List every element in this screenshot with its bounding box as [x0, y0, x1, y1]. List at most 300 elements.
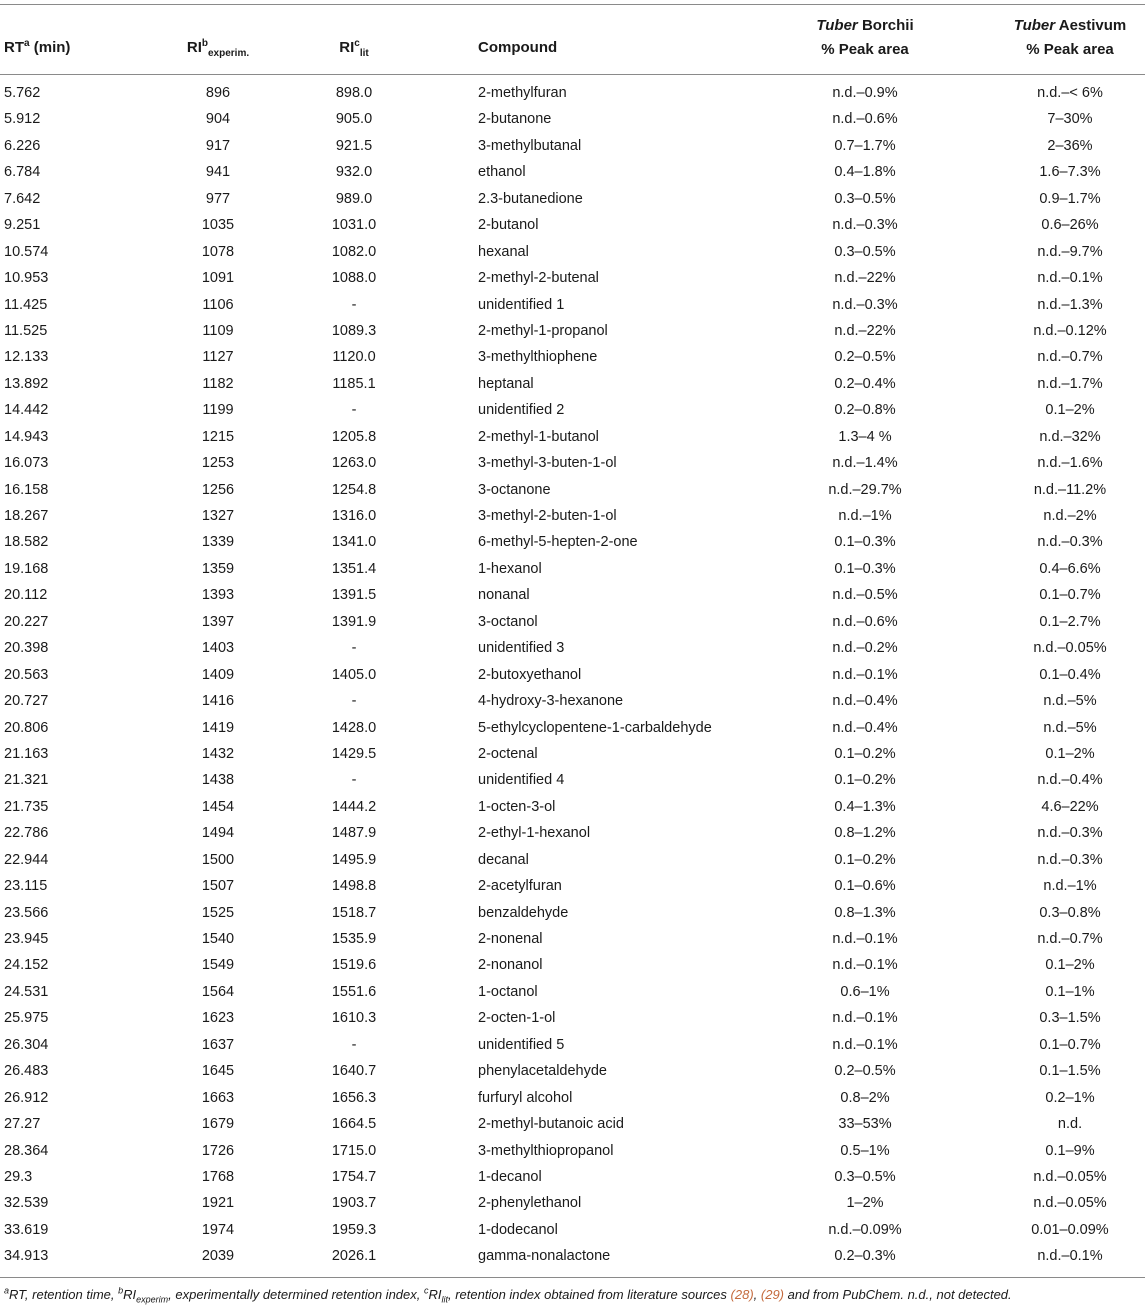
table-row [0, 425, 1145, 451]
cell-ri-experimental: 1419 [201, 719, 235, 736]
cell-ri-literature: 1031.0 [331, 217, 377, 234]
cell-tuber-borchii: 0.8–2% [840, 1089, 890, 1106]
cell-ri-literature: 1903.7 [331, 1195, 377, 1212]
cell-tuber-aestivum: n.d. [1057, 1116, 1083, 1133]
cell-tuber-borchii: 0.1–0.2% [834, 745, 896, 762]
cell-compound: 2-octen-1-ol [478, 1010, 556, 1027]
cell-tuber-borchii: n.d.–0.2% [832, 640, 898, 657]
cell-tuber-aestivum: n.d.–0.05% [1033, 1195, 1107, 1212]
cell-tuber-aestivum: n.d.–0.1% [1037, 1248, 1103, 1265]
cell-ri-literature: 1088.0 [331, 270, 377, 287]
cell-rt: 5.762 [4, 85, 41, 101]
cell-compound: 4-hydroxy-3-hexanone [478, 693, 624, 710]
table-row [0, 1033, 1145, 1059]
cell-ri-literature: 1656.3 [331, 1089, 377, 1106]
cell-compound: 2-butoxyethanol [478, 666, 582, 683]
cell-compound: unidentified 3 [478, 640, 565, 657]
cell-rt: 6.784 [4, 164, 41, 181]
cell-compound: 1-octen-3-ol [478, 798, 556, 815]
cell-tuber-borchii: 1–2% [846, 1195, 884, 1212]
cell-ri-experimental: 1256 [201, 481, 235, 498]
cell-rt: 21.735 [4, 798, 49, 815]
cell-compound: 3-octanol [478, 613, 538, 630]
cell-compound: 1-decanol [478, 1168, 542, 1185]
cell-tuber-aestivum: 0.01–0.09% [1031, 1221, 1109, 1238]
cell-tuber-aestivum: n.d.–5% [1043, 719, 1097, 736]
header-tuber-borchii: Tuber Borchii % Peak area [816, 17, 914, 58]
table-row [0, 1165, 1145, 1191]
cell-tuber-aestivum: n.d.–2% [1043, 508, 1097, 524]
table-row [0, 187, 1145, 213]
cell-tuber-borchii: n.d.–22% [834, 322, 896, 339]
table-row [0, 821, 1145, 847]
cell-tuber-borchii: 1.3–4 % [838, 428, 892, 445]
cell-compound: heptanal [478, 375, 534, 392]
cell-compound: 2-methyl-2-butenal [478, 270, 599, 287]
cell-tuber-aestivum: 0.6–26% [1041, 217, 1099, 234]
cell-tuber-borchii: n.d.–1.4% [832, 455, 898, 472]
cell-tuber-borchii: n.d.–0.1% [832, 957, 898, 974]
header-ri-literature: $RI^c_{lit}$ [339, 38, 369, 59]
table-body [0, 81, 1145, 1271]
cell-rt: 24.531 [4, 983, 49, 1000]
header-rt: $RT^a$ (min) [4, 38, 71, 56]
table-row [0, 927, 1145, 953]
cell-compound: 1-dodecanol [478, 1221, 558, 1238]
cell-ri-experimental: 1507 [201, 878, 235, 895]
cell-tuber-borchii: 0.8–1.3% [834, 904, 896, 921]
table-row [0, 81, 1145, 107]
cell-ri-experimental: 1403 [201, 640, 235, 657]
cell-ri-literature: 1610.3 [331, 1010, 377, 1027]
cell-compound: 2-phenylethanol [478, 1195, 582, 1212]
cell-rt: 24.152 [4, 957, 49, 974]
cell-ri-experimental: 1215 [201, 428, 235, 445]
cell-rt: 18.582 [4, 534, 49, 551]
table-row [0, 583, 1145, 609]
table-row [0, 1244, 1145, 1270]
table-row [0, 768, 1145, 794]
table-row [0, 478, 1145, 504]
cell-compound: unidentified 5 [478, 1036, 565, 1053]
table-row [0, 1191, 1145, 1217]
cell-rt: 23.945 [4, 931, 49, 947]
cell-rt: 16.158 [4, 481, 49, 498]
cell-rt: 28.364 [4, 1142, 49, 1159]
cell-rt: 20.227 [4, 613, 49, 630]
cell-ri-literature: 905.0 [335, 111, 373, 128]
cell-rt: 33.619 [4, 1221, 49, 1238]
cell-tuber-borchii: 0.2–0.5% [834, 349, 896, 366]
cell-tuber-aestivum: 0.1–1% [1045, 983, 1095, 1000]
cell-ri-experimental: 1091 [201, 270, 235, 287]
table-row [0, 557, 1145, 583]
cell-rt: 26.304 [4, 1036, 49, 1053]
cell-ri-literature: 1391.9 [331, 613, 377, 630]
cell-rt: 20.398 [4, 640, 49, 657]
cell-ri-experimental: 904 [205, 111, 231, 128]
cell-ri-literature: 1082.0 [331, 243, 377, 260]
cell-rt: 18.267 [4, 508, 49, 524]
cell-tuber-aestivum: n.d.–0.05% [1033, 1168, 1107, 1185]
cell-ri-literature: - [351, 772, 357, 789]
table-row [0, 319, 1145, 345]
cell-ri-literature: - [351, 402, 357, 419]
cell-tuber-borchii: 0.1–0.6% [834, 878, 896, 895]
cell-rt: 6.226 [4, 137, 41, 154]
cell-ri-literature: 1185.1 [332, 375, 376, 392]
cell-tuber-aestivum: n.d.–0.3% [1037, 851, 1103, 868]
table-row [0, 663, 1145, 689]
cell-ri-experimental: 1623 [201, 1010, 235, 1027]
cell-compound: 1-hexanol [478, 560, 542, 577]
table-row [0, 636, 1145, 662]
cell-tuber-borchii: n.d.–0.4% [832, 693, 898, 710]
cell-tuber-borchii: n.d.–0.09% [828, 1221, 902, 1238]
cell-ri-literature: 1316.0 [331, 508, 377, 524]
cell-compound: 2.3-butanedione [478, 190, 583, 207]
cell-tuber-borchii: 0.6–1% [840, 983, 890, 1000]
table-footnote: $^a$RT, retention time, $^bRI_{experim}$, experimentally determined retention index, $^cRI_{lit}$, retention index obtained from literature sources (28), (29) and from PubChem. n.d., not detected. [4, 1285, 1012, 1305]
cell-tuber-aestivum: 0.1–2% [1045, 745, 1095, 762]
cell-ri-literature: 1518.7 [331, 904, 377, 921]
cell-ri-literature: 1254.8 [331, 481, 377, 498]
cell-ri-experimental: 1438 [201, 772, 235, 789]
cell-ri-experimental: 1974 [201, 1221, 235, 1238]
cell-rt: 26.912 [4, 1089, 49, 1106]
cell-tuber-borchii: n.d.–0.3% [832, 296, 898, 313]
cell-tuber-aestivum: n.d.–11.2% [1033, 481, 1107, 498]
cell-compound: 2-nonanol [478, 957, 543, 974]
cell-rt: 27.27 [4, 1116, 41, 1133]
cell-compound: 2-butanol [478, 217, 539, 234]
cell-compound: 2-butanone [478, 111, 552, 128]
cell-ri-literature: 1498.8 [331, 878, 377, 895]
cell-ri-literature: 1487.9 [331, 825, 377, 842]
cell-ri-literature: 1640.7 [331, 1063, 377, 1080]
cell-ri-experimental: 1726 [201, 1142, 235, 1159]
cell-tuber-aestivum: 0.1–0.4% [1039, 666, 1101, 683]
cell-compound: 3-methylthiophene [478, 349, 598, 366]
cell-compound: furfuryl alcohol [478, 1089, 573, 1106]
cell-ri-experimental: 1549 [201, 957, 235, 974]
cell-rt: 13.892 [4, 375, 49, 392]
header-compound: Compound [478, 39, 558, 56]
cell-rt: 32.539 [4, 1195, 49, 1212]
cell-tuber-aestivum: n.d.–5% [1043, 693, 1097, 710]
table-row [0, 1218, 1145, 1244]
cell-compound: ethanol [478, 164, 526, 181]
cell-rt: 25.975 [4, 1010, 49, 1027]
cell-ri-experimental: 917 [205, 137, 231, 154]
cell-tuber-aestivum: 0.4–6.6% [1039, 560, 1101, 577]
cell-rt: 23.115 [4, 878, 48, 895]
cell-tuber-borchii: 0.3–0.5% [834, 243, 896, 260]
header-tuber-aestivum: Tuber Aestivum % Peak area [1013, 17, 1127, 58]
cell-rt: 19.168 [4, 560, 49, 577]
cell-compound: hexanal [478, 243, 529, 260]
cell-ri-literature: - [351, 1036, 357, 1053]
cell-ri-literature: 1715.0 [331, 1142, 377, 1159]
cell-tuber-borchii: n.d.–1% [838, 508, 892, 524]
cell-tuber-aestivum: 0.1–0.7% [1039, 1036, 1101, 1053]
table-header-rule [0, 74, 1145, 75]
cell-compound: benzaldehyde [478, 904, 569, 921]
cell-compound: 2-methylfuran [478, 85, 567, 101]
cell-tuber-aestivum: n.d.–1.6% [1037, 455, 1103, 472]
cell-tuber-aestivum: 0.1–2% [1045, 402, 1095, 419]
cell-rt: 29.3 [4, 1168, 33, 1185]
cell-compound: 3-octanone [478, 481, 551, 498]
reference-link-28[interactable]: (28) [730, 1287, 754, 1302]
reference-link-29[interactable]: (29) [760, 1287, 785, 1302]
table-row [0, 451, 1145, 477]
cell-compound: 2-octenal [478, 745, 538, 762]
table-row [0, 372, 1145, 398]
cell-tuber-aestivum: 0.3–1.5% [1039, 1010, 1101, 1027]
cell-ri-experimental: 941 [205, 164, 231, 181]
cell-tuber-aestivum: n.d.–32% [1039, 428, 1101, 445]
cell-ri-literature: 1341.0 [331, 534, 377, 551]
cell-rt: 14.442 [4, 402, 49, 419]
cell-tuber-borchii: n.d.–0.9% [832, 85, 898, 101]
cell-ri-experimental: 1109 [202, 322, 234, 339]
cell-ri-experimental: 1359 [201, 560, 235, 577]
cell-ri-experimental: 1540 [201, 931, 235, 947]
cell-ri-literature: 2026.1 [331, 1248, 377, 1265]
cell-ri-experimental: 1768 [201, 1168, 235, 1185]
cell-tuber-aestivum: n.d.–0.7% [1037, 931, 1103, 947]
cell-rt: 20.806 [4, 719, 49, 736]
cell-tuber-borchii: 0.8–1.2% [834, 825, 896, 842]
cell-tuber-aestivum: n.d.–0.4% [1037, 772, 1103, 789]
cell-tuber-aestivum: 1.6–7.3% [1039, 164, 1101, 181]
cell-tuber-borchii: n.d.–0.6% [832, 111, 898, 128]
cell-tuber-borchii: n.d.–0.4% [832, 719, 898, 736]
cell-compound: 5-ethylcyclopentene-1-carbaldehyde [478, 719, 712, 736]
cell-ri-literature: 989.0 [335, 190, 373, 207]
cell-tuber-borchii: 0.2–0.5% [834, 1063, 896, 1080]
table-bottom-rule [0, 1277, 1145, 1278]
table-row [0, 1059, 1145, 1085]
cell-tuber-aestivum: 0.9–1.7% [1039, 190, 1101, 207]
table-row [0, 1112, 1145, 1138]
cell-compound: unidentified 2 [478, 402, 565, 419]
cell-compound: phenylacetaldehyde [478, 1063, 607, 1080]
cell-rt: 10.574 [4, 243, 49, 260]
table-row [0, 716, 1145, 742]
cell-compound: 3-methyl-2-buten-1-ol [478, 508, 617, 524]
cell-compound: 3-methylthiopropanol [478, 1142, 614, 1159]
cell-ri-literature: 1551.6 [331, 983, 377, 1000]
cell-rt: 20.727 [4, 693, 49, 710]
cell-compound: decanal [478, 851, 529, 868]
cell-ri-experimental: 1454 [201, 798, 235, 815]
cell-tuber-borchii: 0.2–0.3% [834, 1248, 896, 1265]
cell-ri-literature: 932.0 [335, 164, 373, 181]
cell-tuber-borchii: n.d.–0.6% [832, 613, 898, 630]
cell-tuber-aestivum: 4.6–22% [1041, 798, 1099, 815]
cell-ri-experimental: 1253 [201, 455, 235, 472]
cell-tuber-borchii: 0.1–0.2% [834, 851, 896, 868]
cell-tuber-borchii: 0.1–0.3% [834, 534, 896, 551]
cell-ri-experimental: 2039 [201, 1248, 235, 1265]
table-row [0, 1086, 1145, 1112]
cell-ri-literature: 1405.0 [331, 666, 377, 683]
cell-tuber-aestivum: n.d.–1.3% [1037, 296, 1103, 313]
cell-tuber-borchii: 0.7–1.7% [834, 137, 896, 154]
table-row [0, 742, 1145, 768]
cell-rt: 22.944 [4, 851, 49, 868]
cell-tuber-aestivum: n.d.–0.05% [1033, 640, 1107, 657]
cell-tuber-aestivum: n.d.–0.3% [1037, 825, 1103, 842]
cell-ri-literature: 1664.5 [331, 1116, 377, 1133]
cell-ri-literature: 1535.9 [331, 931, 377, 947]
cell-compound: 2-methyl-1-propanol [478, 322, 608, 339]
cell-tuber-borchii: n.d.–22% [834, 270, 896, 287]
cell-rt: 20.563 [4, 666, 49, 683]
cell-tuber-aestivum: n.d.–0.1% [1037, 270, 1103, 287]
cell-tuber-borchii: n.d.–0.5% [832, 587, 898, 604]
cell-tuber-borchii: 0.4–1.8% [834, 164, 896, 181]
cell-ri-literature: 1444.2 [331, 798, 377, 815]
cell-tuber-borchii: n.d.–0.3% [832, 217, 898, 234]
cell-tuber-borchii: 0.3–0.5% [834, 190, 896, 207]
cell-ri-literature: - [351, 296, 357, 313]
cell-ri-experimental: 1494 [201, 825, 235, 842]
table-row [0, 266, 1145, 292]
table-row [0, 398, 1145, 424]
table-row [0, 901, 1145, 927]
cell-rt: 34.913 [4, 1248, 49, 1265]
cell-tuber-borchii: 33–53% [838, 1116, 892, 1133]
cell-ri-experimental: 1393 [201, 587, 235, 604]
cell-tuber-aestivum: 0.1–0.7% [1039, 587, 1101, 604]
cell-compound: 2-nonenal [478, 931, 543, 947]
table-row [0, 240, 1145, 266]
cell-tuber-borchii: 0.4–1.3% [834, 798, 896, 815]
cell-tuber-borchii: n.d.–0.1% [832, 931, 898, 947]
cell-ri-literature: 1519.6 [331, 957, 377, 974]
table-row [0, 160, 1145, 186]
cell-tuber-aestivum: n.d.–< 6% [1037, 85, 1103, 101]
cell-rt: 11.425 [4, 296, 48, 313]
cell-ri-experimental: 1127 [202, 349, 234, 366]
cell-tuber-aestivum: n.d.–1.7% [1037, 375, 1103, 392]
cell-compound: 6-methyl-5-hepten-2-one [478, 534, 638, 551]
cell-rt: 21.163 [4, 745, 49, 762]
cell-tuber-borchii: n.d.–0.1% [832, 1036, 898, 1053]
table-row [0, 107, 1145, 133]
cell-ri-literature: 1429.5 [331, 745, 377, 762]
cell-ri-experimental: 1432 [201, 745, 235, 762]
cell-ri-experimental: 1327 [201, 508, 235, 524]
cell-tuber-borchii: n.d.–0.1% [832, 1010, 898, 1027]
cell-tuber-aestivum: n.d.–1% [1043, 878, 1097, 895]
cell-ri-experimental: 1078 [201, 243, 235, 260]
table-row [0, 689, 1145, 715]
cell-compound: 1-octanol [478, 983, 538, 1000]
header-ri-experimental: $RI^b_{experim.}$ [186, 38, 250, 59]
cell-rt: 9.251 [4, 217, 41, 234]
cell-ri-experimental: 1637 [201, 1036, 235, 1053]
cell-tuber-borchii: n.d.–29.7% [828, 481, 902, 498]
cell-compound: 2-acetylfuran [478, 878, 562, 895]
cell-tuber-aestivum: 0.3–0.8% [1039, 904, 1101, 921]
cell-tuber-aestivum: 7–30% [1047, 111, 1093, 128]
cell-ri-literature: 1495.9 [331, 851, 377, 868]
cell-rt: 21.321 [4, 772, 49, 789]
cell-tuber-aestivum: n.d.–9.7% [1037, 243, 1103, 260]
cell-tuber-borchii: 0.3–0.5% [834, 1168, 896, 1185]
table-row [0, 530, 1145, 556]
cell-ri-literature: 1120.0 [332, 349, 376, 366]
cell-tuber-aestivum: 0.2–1% [1045, 1089, 1095, 1106]
cell-ri-experimental: 1416 [201, 693, 235, 710]
table-row [0, 795, 1145, 821]
cell-compound: unidentified 4 [478, 772, 565, 789]
cell-rt: 22.786 [4, 825, 49, 842]
cell-ri-experimental: 1106 [202, 296, 234, 313]
table-row [0, 980, 1145, 1006]
cell-rt: 12.133 [4, 349, 49, 366]
cell-tuber-aestivum: n.d.–0.7% [1037, 349, 1103, 366]
cell-ri-experimental: 1339 [201, 534, 235, 551]
cell-tuber-aestivum: n.d.–0.3% [1037, 534, 1103, 551]
cell-rt: 20.112 [4, 587, 48, 604]
cell-compound: unidentified 1 [478, 296, 565, 313]
cell-tuber-borchii: n.d.–0.1% [832, 666, 898, 683]
cell-rt: 5.912 [4, 111, 41, 128]
cell-ri-experimental: 1679 [201, 1116, 235, 1133]
table-row [0, 848, 1145, 874]
cell-rt: 26.483 [4, 1063, 49, 1080]
cell-ri-literature: 898.0 [335, 85, 373, 101]
cell-ri-experimental: 1921 [201, 1195, 235, 1212]
cell-compound: gamma-nonalactone [478, 1248, 611, 1265]
cell-ri-literature: 1754.7 [331, 1168, 377, 1185]
cell-tuber-borchii: 0.2–0.4% [834, 375, 896, 392]
table-row [0, 504, 1145, 530]
cell-compound: 2-methyl-butanoic acid [478, 1116, 624, 1133]
table-header [0, 0, 1145, 74]
table-row [0, 610, 1145, 636]
cell-compound: 2-ethyl-1-hexanol [478, 825, 591, 842]
cell-compound: nonanal [478, 587, 530, 604]
cell-ri-experimental: 1182 [202, 375, 234, 392]
cell-rt: 10.953 [4, 270, 49, 287]
cell-ri-experimental: 1035 [201, 217, 235, 234]
cell-tuber-borchii: 0.1–0.2% [834, 772, 896, 789]
cell-tuber-aestivum: 0.1–1.5% [1039, 1063, 1101, 1080]
cell-ri-experimental: 1500 [201, 851, 235, 868]
cell-ri-experimental: 896 [205, 85, 231, 101]
cell-rt: 14.943 [4, 428, 49, 445]
table-row [0, 213, 1145, 239]
cell-tuber-aestivum: n.d.–0.12% [1033, 322, 1107, 339]
cell-ri-literature: 1428.0 [331, 719, 377, 736]
cell-ri-literature: 1205.8 [331, 428, 377, 445]
cell-tuber-borchii: 0.2–0.8% [834, 402, 896, 419]
cell-ri-experimental: 1645 [201, 1063, 235, 1080]
cell-ri-experimental: 1397 [201, 613, 235, 630]
cell-tuber-aestivum: 0.1–9% [1045, 1142, 1095, 1159]
cell-ri-literature: 1391.5 [331, 587, 377, 604]
table-row [0, 1006, 1145, 1032]
cell-tuber-borchii: 0.5–1% [840, 1142, 890, 1159]
cell-ri-experimental: 1663 [201, 1089, 235, 1106]
cell-ri-literature: 1959.3 [331, 1221, 377, 1238]
